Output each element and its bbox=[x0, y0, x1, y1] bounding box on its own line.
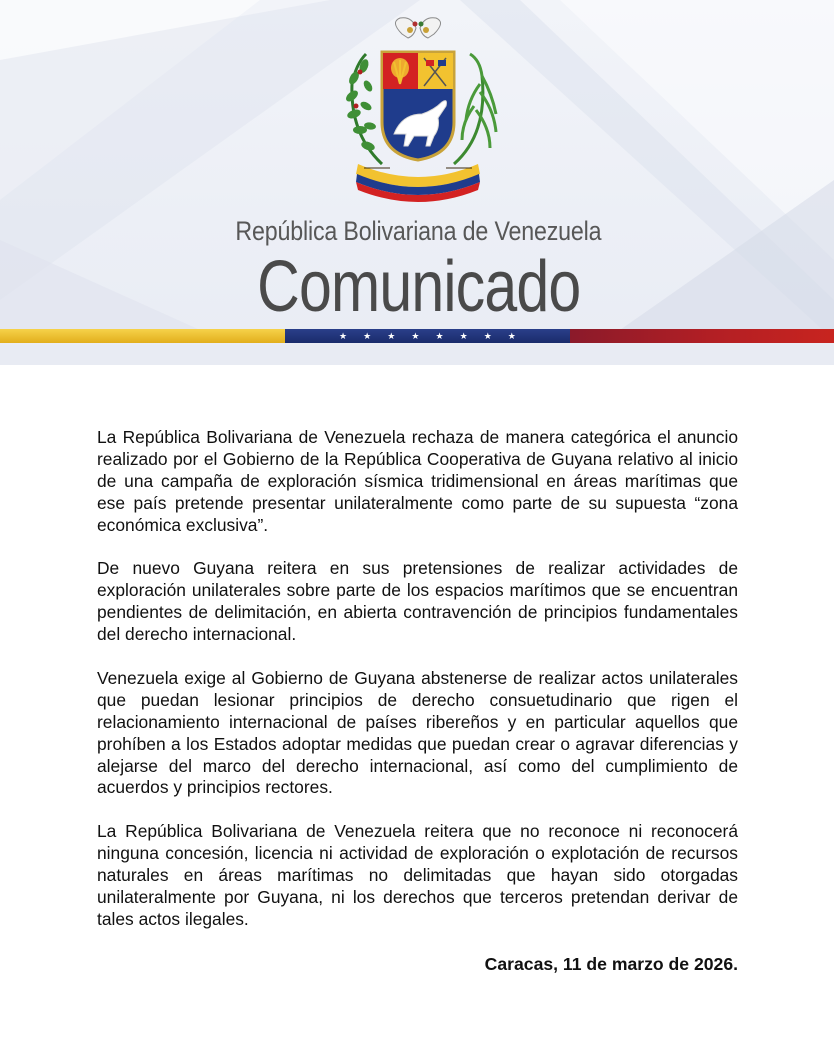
paragraph: La República Bolivariana de Venezuela rechaza de manera categórica el anuncio realizado por el Gobierno de la República Cooperativa de Guyana relativo al inicio de una campaña de exploración sísmica tridimensional en áreas marítimas que ese país pretende presentar unilateralmente como parte de su supuesta “zona económica exclusiva”. bbox=[97, 427, 738, 535]
republic-name: República Bolivariana de Venezuela bbox=[235, 216, 602, 246]
page-title: Comunicado bbox=[257, 247, 581, 327]
place-and-date: Caracas, 11 de marzo de 2026. bbox=[484, 954, 738, 974]
star-icon: ★ bbox=[339, 330, 348, 341]
band-blue bbox=[285, 329, 570, 343]
star-icon: ★ bbox=[411, 330, 420, 341]
flag-color-band bbox=[0, 329, 834, 343]
communique-body bbox=[97, 427, 738, 953]
star-icon: ★ bbox=[435, 330, 444, 341]
coat-of-arms-icon bbox=[330, 14, 506, 210]
paragraph: Venezuela exige al Gobierno de Guyana abstenerse de realizar actos unilaterales que puedan lesionar principios de derecho consuetudinario que rigen el relacionamiento internacional de países ribereños y en particular aquellos que prohíben a los Estados adoptar medidas que puedan crear o agravar diferencias y alejarse del marco del derecho internacional, así como del cumplimiento de acuerdos y principios rectores. bbox=[97, 667, 738, 798]
star-icon: ★ bbox=[483, 330, 492, 341]
header-banner bbox=[0, 0, 834, 365]
star-icon: ★ bbox=[459, 330, 468, 341]
paragraph: La República Bolivariana de Venezuela reitera que no reconoce ni reconocerá ninguna concesión, licencia ni actividad de exploración o explotación de recursos naturales en áreas marítimas no delimitadas que hayan sido otorgadas unilateralmente por Guyana, ni los derechos que terceros pretendan derivar de tales actos ilegales. bbox=[97, 821, 738, 929]
star-icon: ★ bbox=[507, 330, 516, 341]
paragraph: De nuevo Guyana reitera en sus pretensiones de realizar actividades de exploración unilaterales sobre parte de los espacios marítimos que se encuentran pendientes de delimitación, en abierta contravención de principios fundamentales del derecho internacional. bbox=[97, 558, 738, 645]
band-yellow bbox=[0, 329, 285, 343]
star-icon: ★ bbox=[363, 330, 372, 341]
star-icon: ★ bbox=[387, 330, 396, 341]
band-red bbox=[570, 329, 834, 343]
